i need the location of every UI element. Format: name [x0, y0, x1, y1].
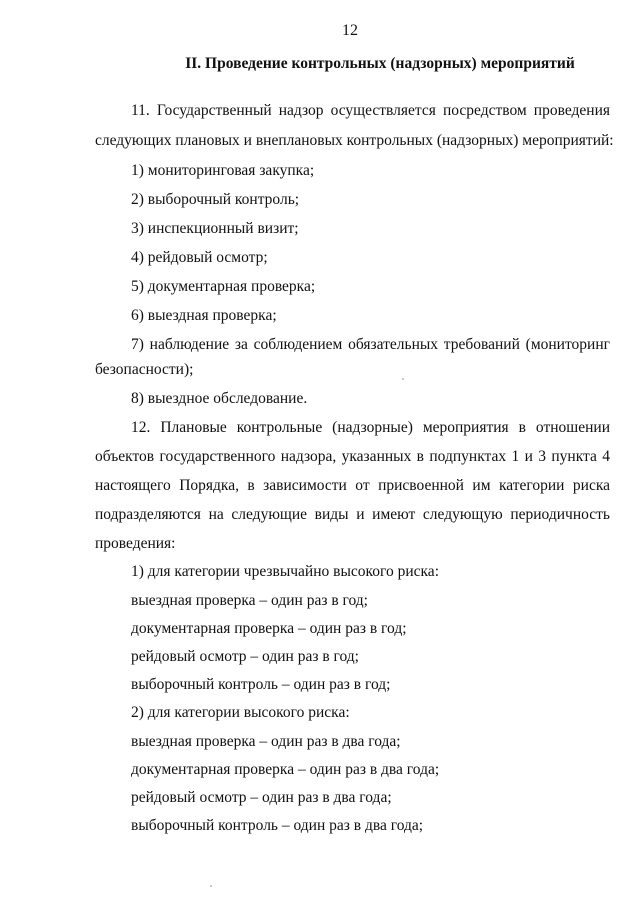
- list-item: 7) наблюдение за соблюдением обязательных требований (мониторинг: [131, 336, 610, 353]
- paragraph-12-line-1: 12. Плановые контрольные (надзорные) мероприятия в отношении: [131, 419, 610, 436]
- page-number: 12: [342, 22, 358, 39]
- category-2-item: выездная проверка – один раз в два года;: [131, 733, 401, 750]
- paragraph-12-line-4: подразделяются на следующие виды и имеют следующую периодичность: [95, 506, 610, 523]
- category-2-title: 2) для категории высокого риска:: [131, 704, 350, 721]
- list-item: 5) документарная проверка;: [131, 278, 316, 295]
- section-heading: II. Проведение контрольных (надзорных) мероприятий: [185, 55, 575, 72]
- list-item: 4) рейдовый осмотр;: [131, 249, 268, 266]
- category-1-title: 1) для категории чрезвычайно высокого риска:: [131, 563, 439, 580]
- scan-speck: [210, 885, 212, 887]
- category-1-item: документарная проверка – один раз в год;: [131, 620, 407, 637]
- category-1-item: рейдовый осмотр – один раз в год;: [131, 648, 359, 665]
- category-1-item: выездная проверка – один раз в год;: [131, 592, 368, 609]
- paragraph-12-line-5: проведения:: [95, 535, 176, 552]
- paragraph-11-line-2: следующих плановых и внеплановых контрольных (надзорных) мероприятий:: [95, 132, 614, 149]
- category-1-item: выборочный контроль – один раз в год;: [131, 676, 391, 693]
- paragraph-12-line-3: настоящего Порядка, в зависимости от присвоенной им категории риска: [95, 477, 610, 494]
- category-2-item: документарная проверка – один раз в два года;: [131, 761, 440, 778]
- list-item: 3) инспекционный визит;: [131, 220, 299, 237]
- category-2-item: выборочный контроль – один раз в два года;: [131, 817, 424, 834]
- list-item: 6) выездная проверка;: [131, 307, 277, 324]
- list-item-continuation: безопасности);: [95, 361, 194, 378]
- category-2-item: рейдовый осмотр – один раз в два года;: [131, 789, 392, 806]
- scan-speck: [402, 378, 404, 380]
- paragraph-12-line-2: объектов государственного надзора, указанных в подпунктах 1 и 3 пункта 4: [95, 448, 610, 465]
- paragraph-11-line-1: 11. Государственный надзор осуществляется посредством проведения: [131, 102, 610, 119]
- list-item: 8) выездное обследование.: [131, 390, 308, 407]
- list-item: 2) выборочный контроль;: [131, 191, 300, 208]
- list-item: 1) мониторинговая закупка;: [131, 162, 315, 179]
